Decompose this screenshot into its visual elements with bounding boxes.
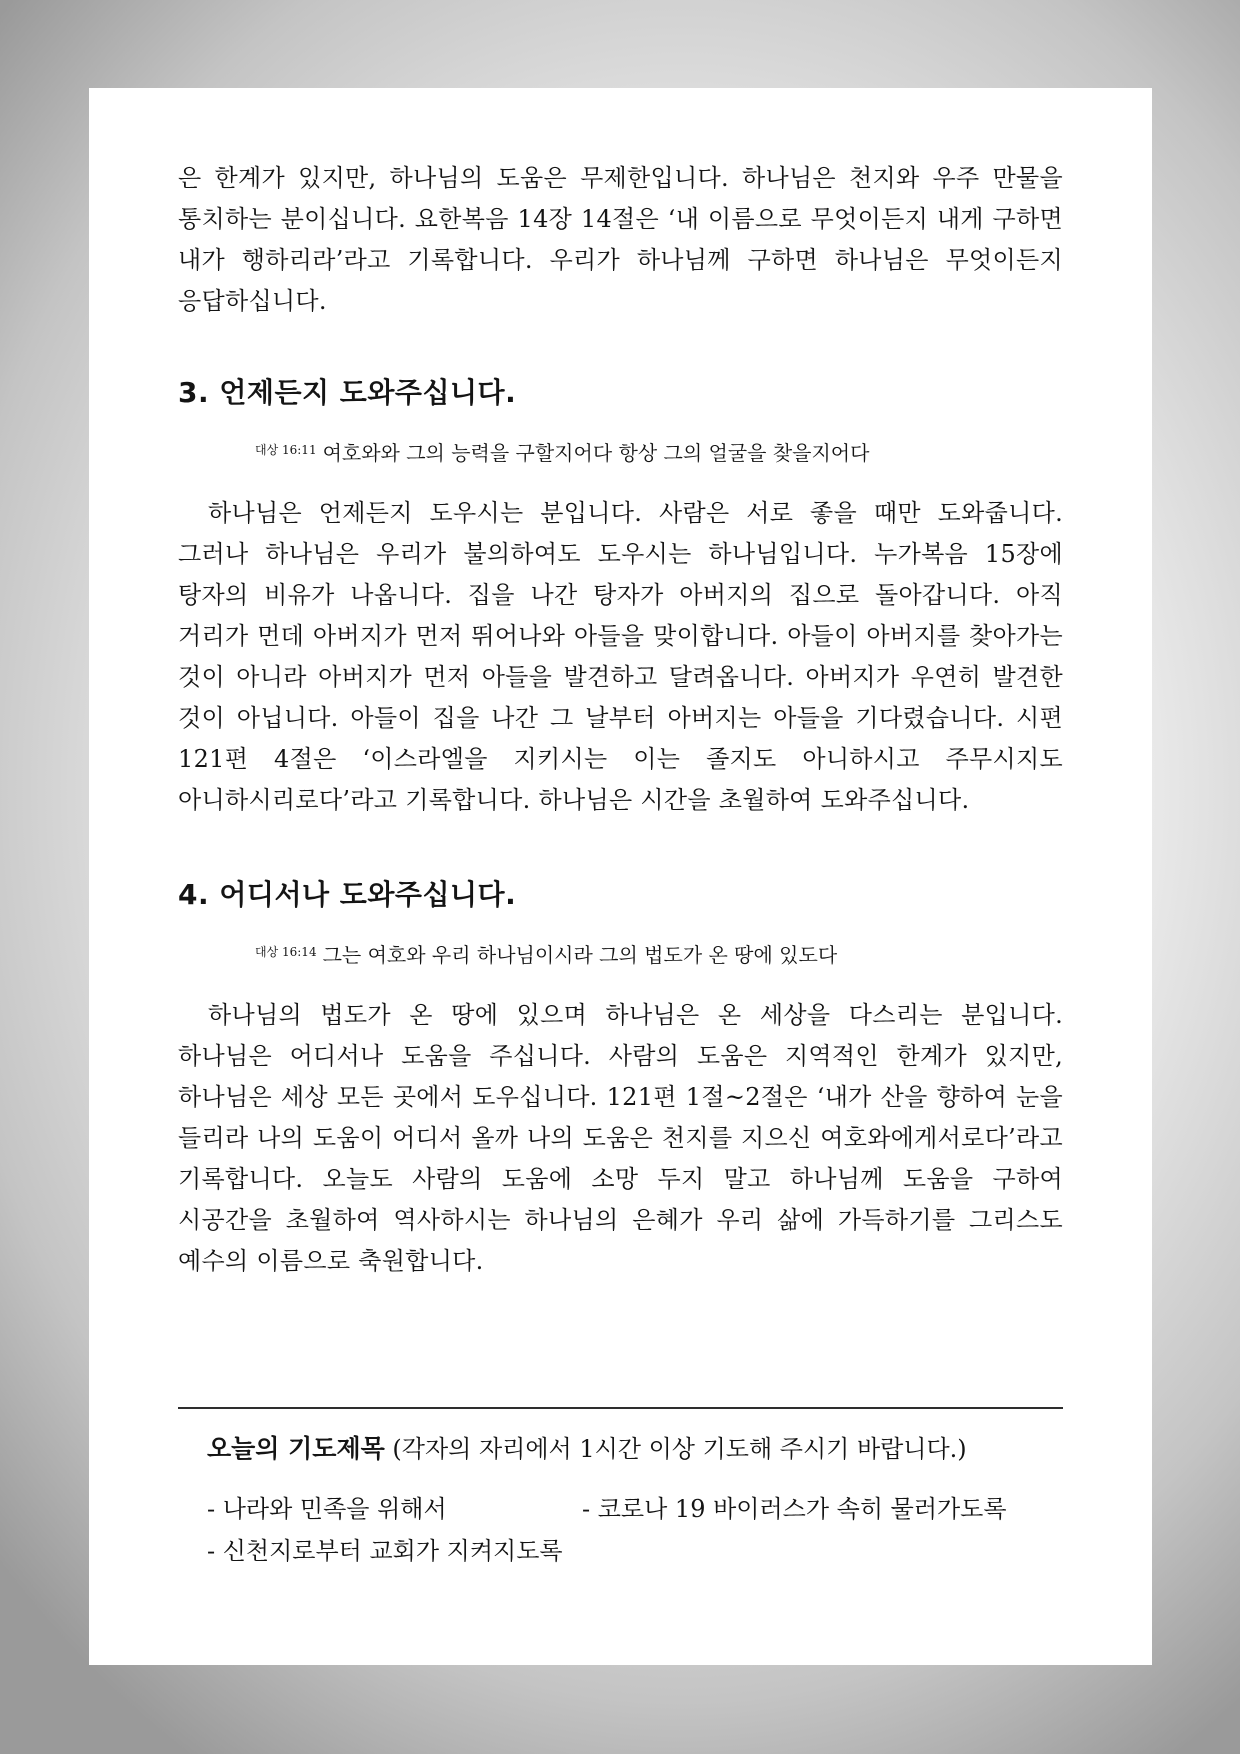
section-3-verse: [255, 435, 1063, 468]
section-3-verse-reference: 대상 16:11: [255, 443, 317, 457]
prayer-item: - 나라와 민족을 위해서: [207, 1495, 447, 1523]
section-4-verse-text: 그는 여호와 우리 하나님이시라 그의 법도가 온 땅에 있도다: [322, 943, 838, 967]
prayer-subtitle: (각자의 자리에서 1시간 이상 기도해 주시기 바랍니다.): [392, 1435, 967, 1463]
prayer-item: - 코로나 19 바이러스가 속히 물러가도록: [582, 1495, 1007, 1523]
section-4-heading: 4. 어디서나 도와주십니다.: [178, 878, 517, 911]
prayer-title: 오늘의 기도제목: [207, 1434, 385, 1463]
prayer-requests-box: [178, 1407, 1063, 1569]
document-page: [89, 88, 1152, 1665]
section-3-heading: 3. 언제든지 도와주십니다.: [178, 376, 517, 409]
section-4-verse-reference: 대상 16:14: [255, 945, 317, 959]
intro-paragraph: 은 한계가 있지만, 하나님의 도움은 무제한입니다. 하나님은 천지와 우주 만물을 통치하는 분이십니다. 요한복음 14장 14절은 ‘내 이름으로 무엇이든지 내게 구하면 내가 행하리라’라고 기록합니다. 우리가 하나님께 구하면 하나님은 무엇이든지 응답하십니다.: [178, 164, 1064, 315]
section-4-verse: [255, 937, 1063, 970]
prayer-item: - 신천지로부터 교회가 지켜지도록: [207, 1537, 563, 1565]
section-3-paragraph: 하나님은 언제든지 도우시는 분입니다. 사람은 서로 좋을 때만 도와줍니다. 그러나 하나님은 우리가 불의하여도 도우시는 하나님입니다. 누가복음 15장에 탕자의 비유가 나옵니다. 집을 나간 탕자가 아버지의 집으로 돌아갑니다. 아직 거리가 먼데 아버지가 먼저 뛰어나와 아들을 맞이합니다. 아들이 아버지를 찾아가는 것이 아니라 아버지가 먼저 아들을 발견하고 달려옵니다. 아버지가 우연히 발견한 것이 아닙니다. 아들이 집을 나간 그 날부터 아버지는 아들을 기다렸습니다. 시편 121편 4절은 ‘이스라엘을 지키시는 이는 졸지도 아니하시고 주무시지도 아니하시리로다’라고 기록합니다. 하나님은 시간을 초월하여 도와주십니다.: [178, 499, 1063, 814]
prayer-items-list: [207, 1491, 1063, 1569]
section-3-verse-text: 여호와와 그의 능력을 구할지어다 항상 그의 얼굴을 찾을지어다: [322, 441, 870, 465]
section-4-paragraph: 하나님의 법도가 온 땅에 있으며 하나님은 온 세상을 다스리는 분입니다. 하나님은 어디서나 도움을 주십니다. 사람의 도움은 지역적인 한계가 있지만, 하나님은 세상 모든 곳에서 도우십니다. 121편 1절~2절은 ‘내가 산을 향하여 눈을 들리라 나의 도움이 어디서 올까 나의 도움은 천지를 지으신 여호와에게서로다’라고 기록합니다. 오늘도 사람의 도움에 소망 두지 말고 하나님께 도움을 구하여 시공간을 초월하여 역사하시는 하나님의 은혜가 우리 삶에 가득하기를 그리스도 예수의 이름으로 축원합니다.: [178, 1001, 1063, 1275]
sermon-body: [178, 158, 1063, 1282]
prayer-title-line: [207, 1431, 1063, 1467]
